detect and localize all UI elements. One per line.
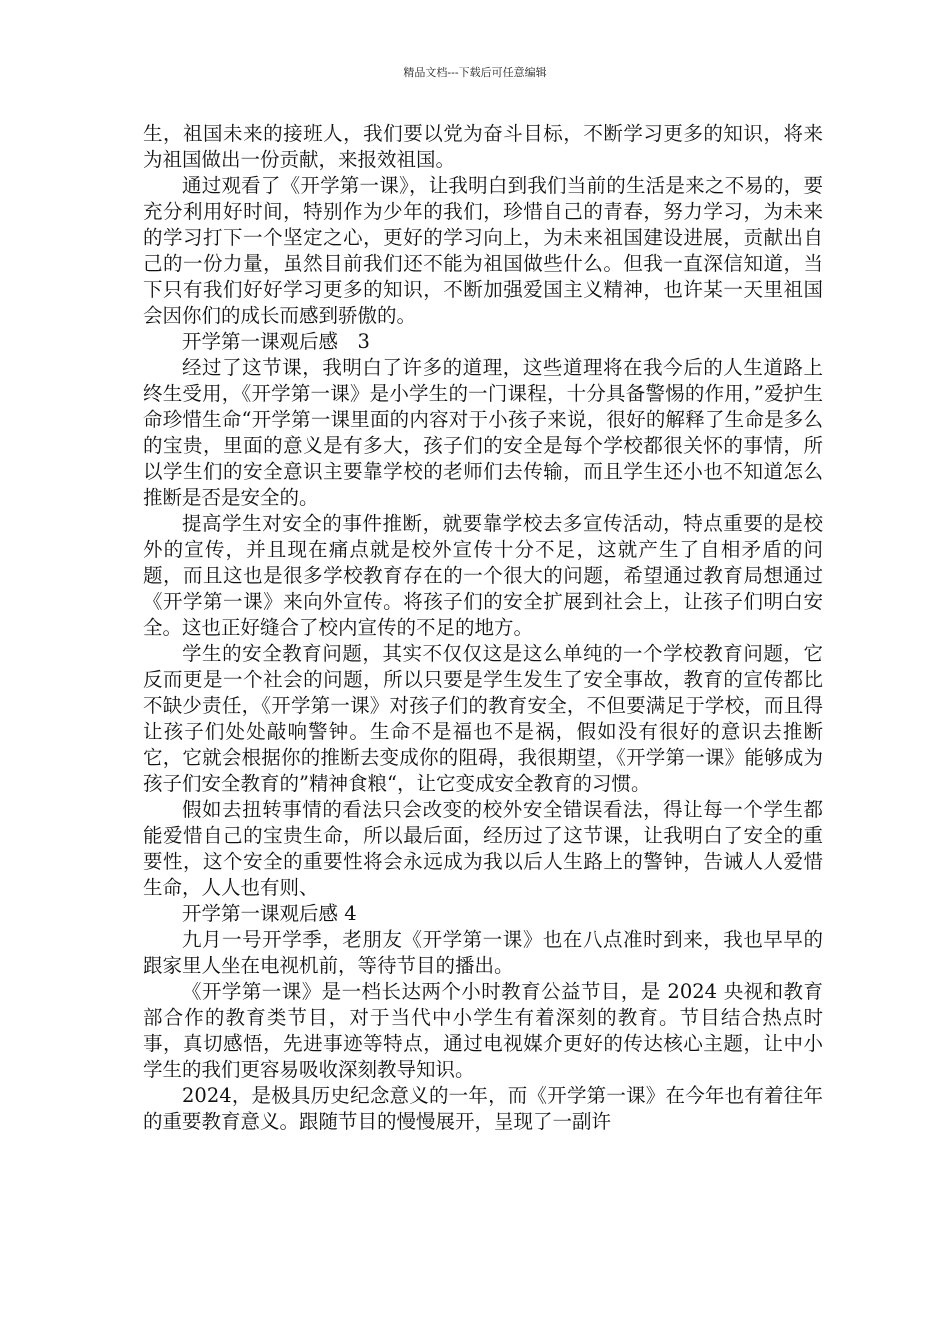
paragraph: 九月一号开学季，老朋友《开学第一课》也在八点准时到来，我也早早的跟家里人坐在电视机前，等待节目的播出。 (143, 928, 823, 977)
section-heading: 开学第一课观后感 3 (182, 330, 370, 353)
paragraph: 通过观看了《开学第一课》，让我明白到我们当前的生活是来之不易的，要充分利用好时间，特别作为少年的我们，珍惜自己的青春，努力学习，为未来的学习打下一个坚定之心，更好的学习向上，为未来祖国建设进展，贡献出自己的一份力量，虽然目前我们还不能为祖国做些什么。但我一直深信知道，当下只有我们好好学习更多的知识，不断加强爱国主义精神，也许某一天里祖国会因你们的成长而感到骄傲的。 (143, 174, 823, 327)
paragraph: 《开学第一课》是一档长达两个小时教育公益节目，是 2024 央视和教育部合作的教育类节目，对于当代中小学生有着深刻的教育。节目结合热点时事，真切感悟，先进事迹等特点，通过电视媒介更好的传达核心主题，让中小学生的我们更容易吸收深刻教导知识。 (143, 980, 823, 1081)
paragraph: 学生的安全教育问题，其实不仅仅这是这么单纯的一个学校教育问题，它反而更是一个社会的问题，所以只要是学生发生了安全事故，教育的宣传都比不缺少责任，《开学第一课》对孩子们的教育安全，不但要满足于学校，而且得让孩子们处处敲响警钟。生命不是福也不是祸，假如没有很好的意识去推断它，它就会根据你的推断去变成你的阻碍，我很期望，《开学第一课》能够成为孩子们安全教育的”精神食粮“，让它变成安全教育的习惯。 (143, 642, 823, 795)
paragraph: 假如去扭转事情的看法只会改变的校外安全错误看法，得让每一个学生都能爱惜自己的宝贵生命，所以最后面，经历过了这节课，让我明白了安全的重要性，这个安全的重要性将会永远成为我以后人生路上的警钟，告诫人人爱惜生命，人人也有则、 (143, 798, 823, 899)
paragraph: 生，祖国未来的接班人，我们要以党为奋斗目标，不断学习更多的知识，将来为祖国做出一份贡献，来报效祖国。 (143, 122, 823, 171)
paragraph: 经过了这节课，我明白了许多的道理，这些道理将在我今后的人生道路上终生受用，《开学第一课》是小学生的一门课程，十分具备警惕的作用，”爱护生命珍惜生命“开学第一课里面的内容对于小孩子来说，很好的解释了生命是多么的宝贵，里面的意义是有多大，孩子们的安全是每个学校都很关怀的事情，所以学生们的安全意识主要靠学校的老师们去传输，而且学生还小也不知道怎么推断是否是安全的。 (143, 356, 823, 509)
paragraph: 2024，是极具历史纪念意义的一年，而《开学第一课》在今年也有着往年的重要教育意义。跟随节目的慢慢展开，呈现了一副许 (143, 1084, 823, 1133)
page-header-note: 精品文档---下载后可任意编辑 (403, 66, 547, 79)
paragraph: 提高学生对安全的事件推断，就要靠学校去多宣传活动，特点重要的是校外的宣传，并且现在痛点就是校外宣传十分不足，这就产生了自相矛盾的问题，而且这也是很多学校教育存在的一个很大的问题，希望通过教育局想通过《开学第一课》来向外宣传。将孩子们的安全扩展到社会上，让孩子们明白安全。这也正好缝合了校内宣传的不足的地方。 (143, 512, 823, 639)
document-body (143, 121, 823, 1135)
section-heading: 开学第一课观后感 4 (182, 902, 357, 925)
